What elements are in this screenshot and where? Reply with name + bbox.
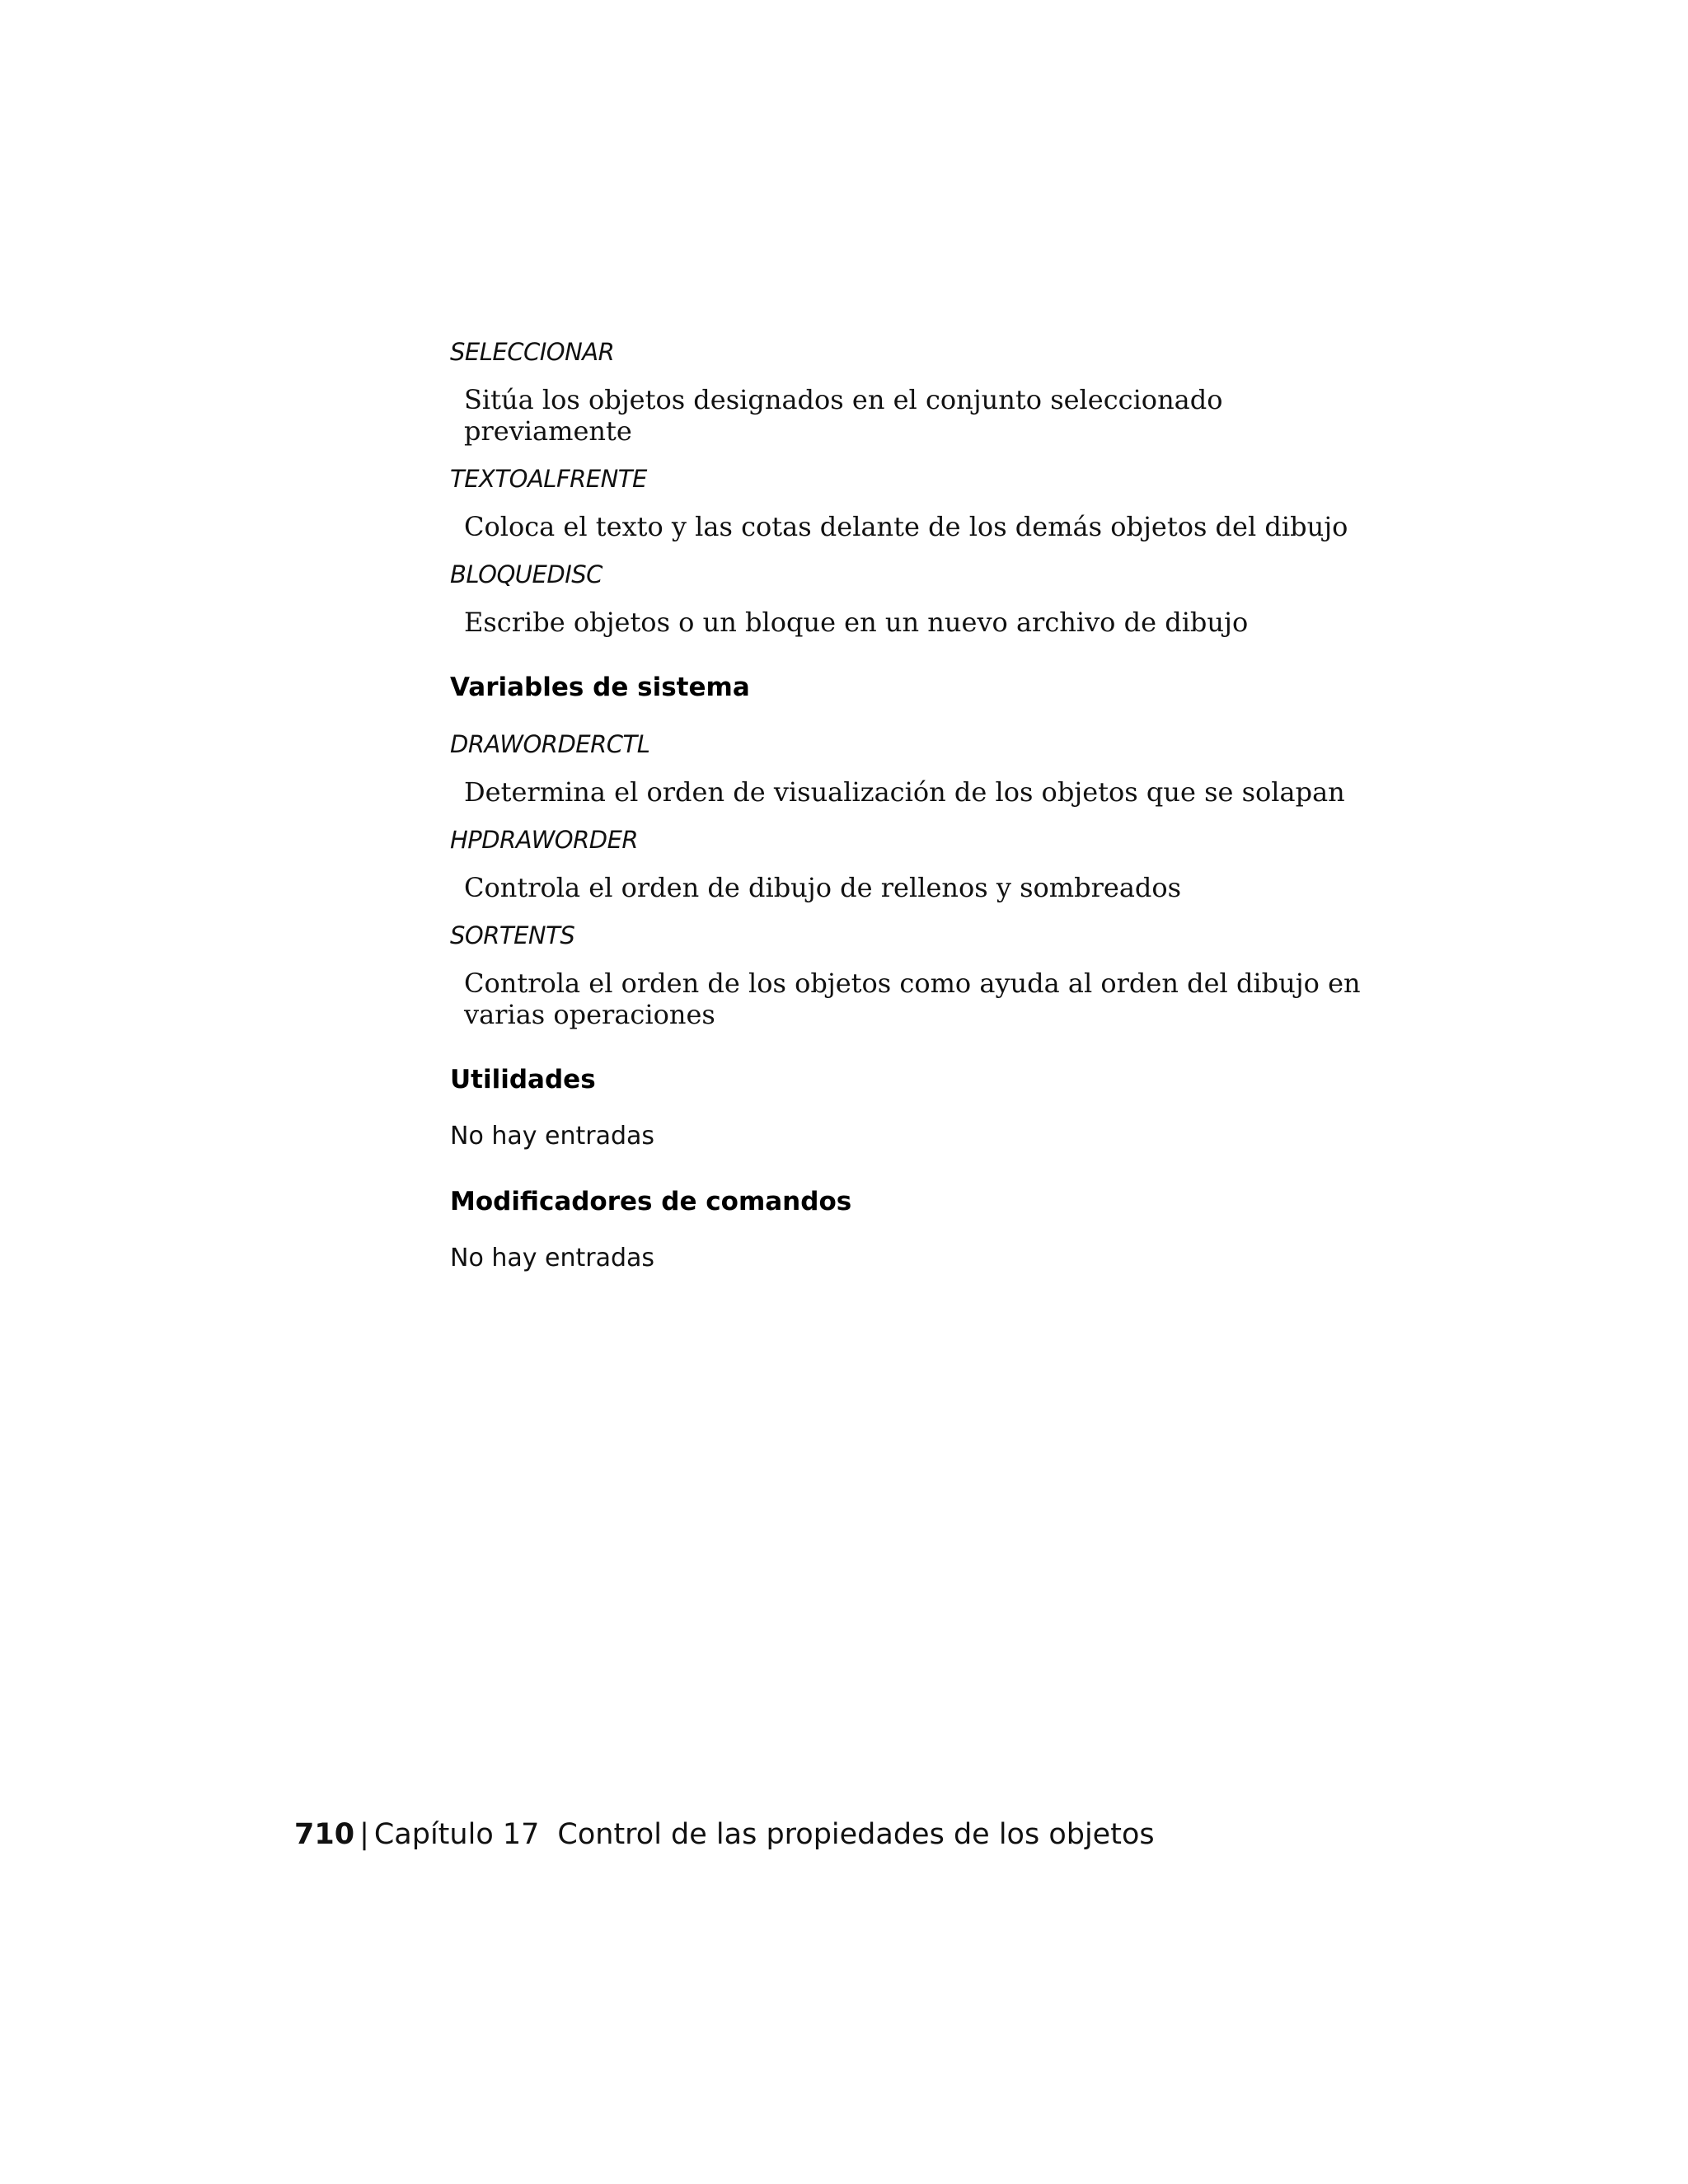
system-variables-heading: Variables de sistema (450, 673, 750, 702)
footer-separator: | (359, 1818, 369, 1851)
command-description: Coloca el texto y las cotas delante de los demás objetos del dibujo (464, 511, 1348, 542)
command-name: SELECCIONAR (450, 338, 615, 366)
page-content (450, 336, 1373, 1274)
command-description: Escribe objetos o un bloque en un nuevo archivo de dibujo (464, 607, 1249, 638)
chapter-title: Control de las propiedades de los objetos (557, 1818, 1155, 1851)
system-variable-description: Controla el orden de dibujo de rellenos y sombreados (464, 872, 1182, 903)
system-variable-name: HPDRAWORDER (450, 826, 639, 854)
utilities-heading: Utilidades (450, 1065, 596, 1094)
chapter-label: Capítulo 17 (373, 1818, 540, 1851)
system-variable-description: Controla el orden de los objetos como ayuda al orden del dibujo en varias operaciones (464, 968, 1361, 1030)
page-number: 710 (294, 1818, 355, 1851)
system-variable-name: DRAWORDERCTL (450, 730, 650, 758)
system-variable-description: Determina el orden de visualización de los objetos que se solapan (464, 776, 1345, 808)
command-name: TEXTOALFRENTE (450, 465, 647, 493)
command-name: BLOQUEDISC (450, 560, 603, 588)
utilities-text: No hay entradas (450, 1122, 655, 1151)
command-modifiers-heading: Modificadores de comandos (450, 1187, 852, 1216)
command-modifiers-text: No hay entradas (450, 1244, 655, 1272)
system-variable-name: SORTENTS (450, 921, 575, 949)
page-footer (294, 1816, 1155, 1853)
command-description: Sitúa los objetos designados en el conjunto seleccionado previamente (464, 384, 1223, 447)
